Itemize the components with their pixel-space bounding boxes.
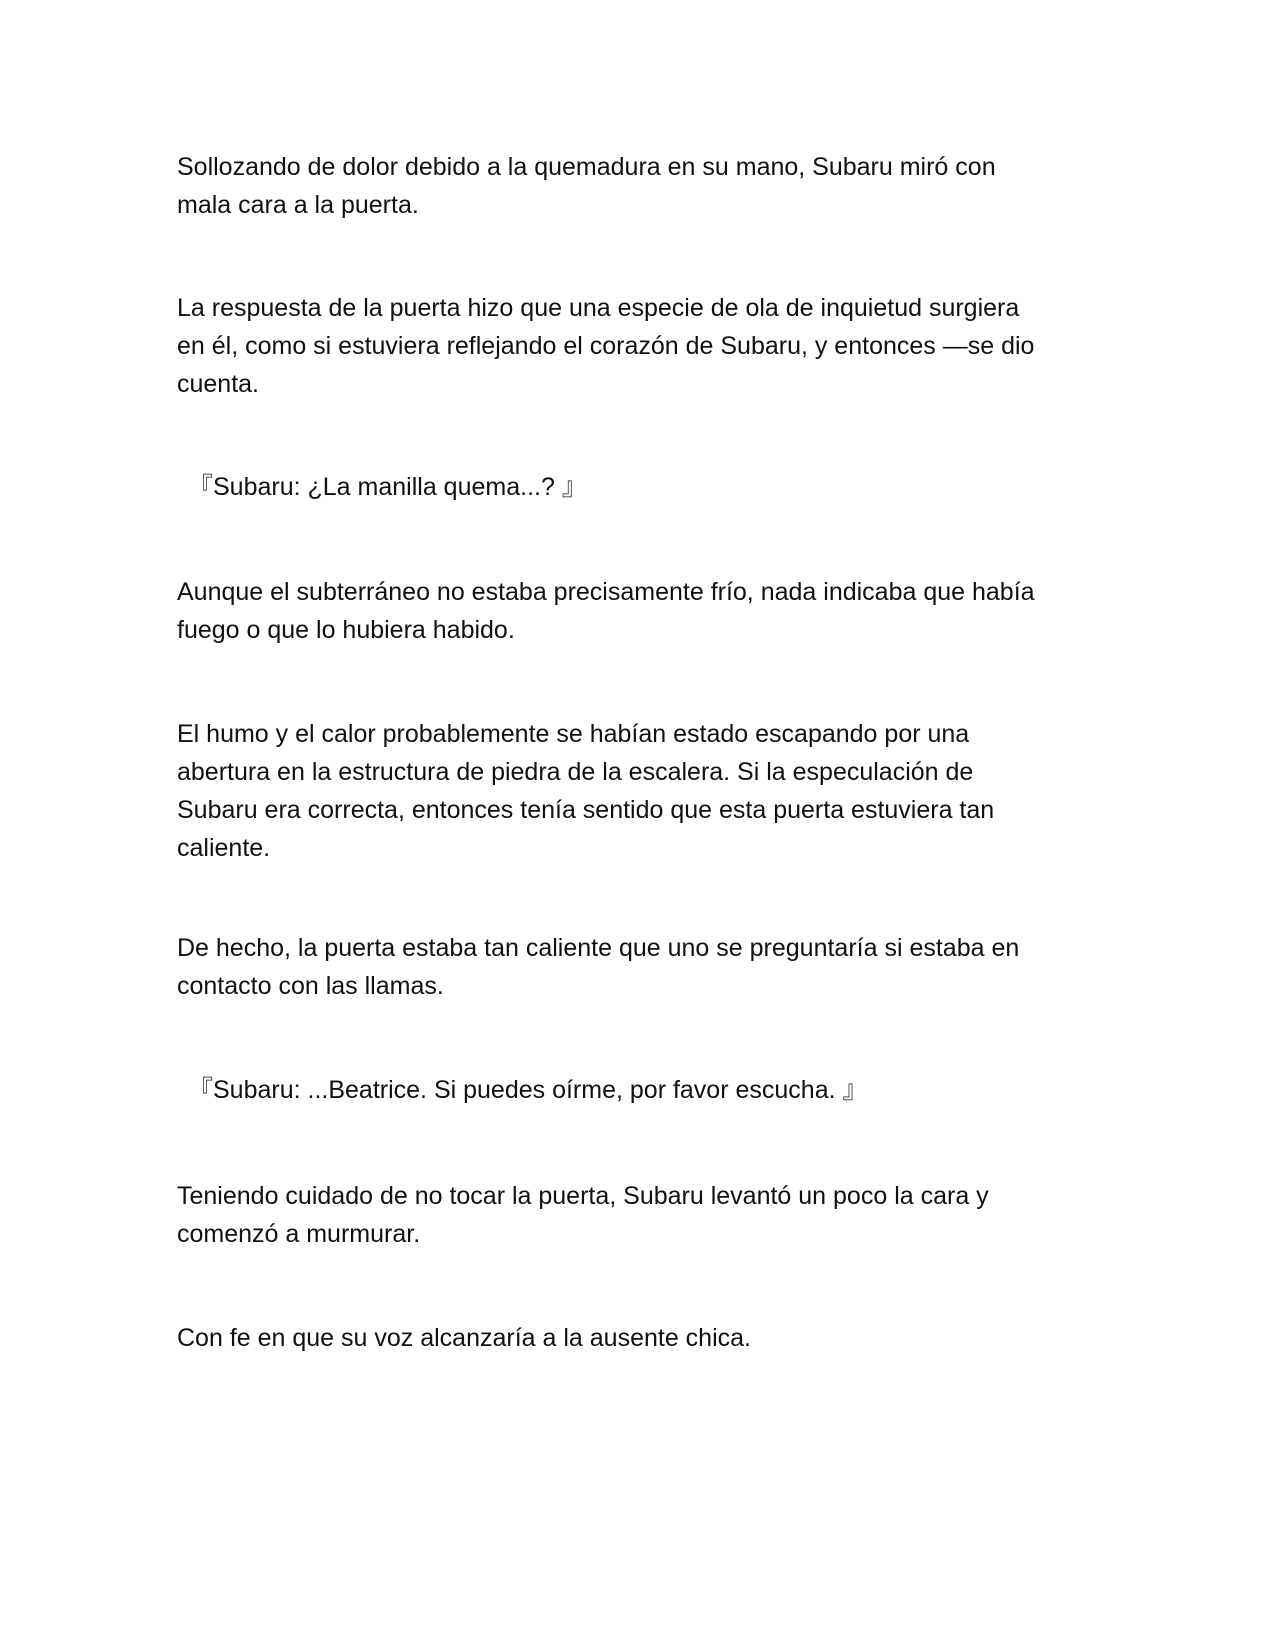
paragraph-5: De hecho, la puerta estaba tan caliente que uno se preguntaría si estaba en contacto con las llamas. xyxy=(177,934,1020,1000)
dialogue-line-1: 『Subaru: ¿La manilla quema...? 』 xyxy=(188,473,587,501)
paragraph-1: Sollozando de dolor debido a la quemadura en su mano, Subaru miró con mala cara a la puerta. xyxy=(177,153,996,219)
paragraph-3: Aunque el subterráneo no estaba precisamente frío, nada indicaba que había fuego o que lo hubiera habido. xyxy=(177,578,1035,644)
paragraph-4: El humo y el calor probablemente se habían estado escapando por una abertura en la estructura de piedra de la escalera. Si la especulación de Subaru era correcta, entonces tenía sentido que esta puerta estuviera tan caliente. xyxy=(177,720,995,862)
dialogue-line-2: 『Subaru: ...Beatrice. Si puedes oírme, por favor escucha. 』 xyxy=(188,1076,868,1104)
paragraph-6: Teniendo cuidado de no tocar la puerta, Subaru levantó un poco la cara y comenzó a murmurar. xyxy=(177,1182,989,1248)
paragraph-2: La respuesta de la puerta hizo que una especie de ola de inquietud surgiera en él, como si estuviera reflejando el corazón de Subaru, y entonces —se dio cuenta. xyxy=(177,294,1035,398)
paragraph-7: Con fe en que su voz alcanzaría a la ausente chica. xyxy=(177,1324,751,1352)
